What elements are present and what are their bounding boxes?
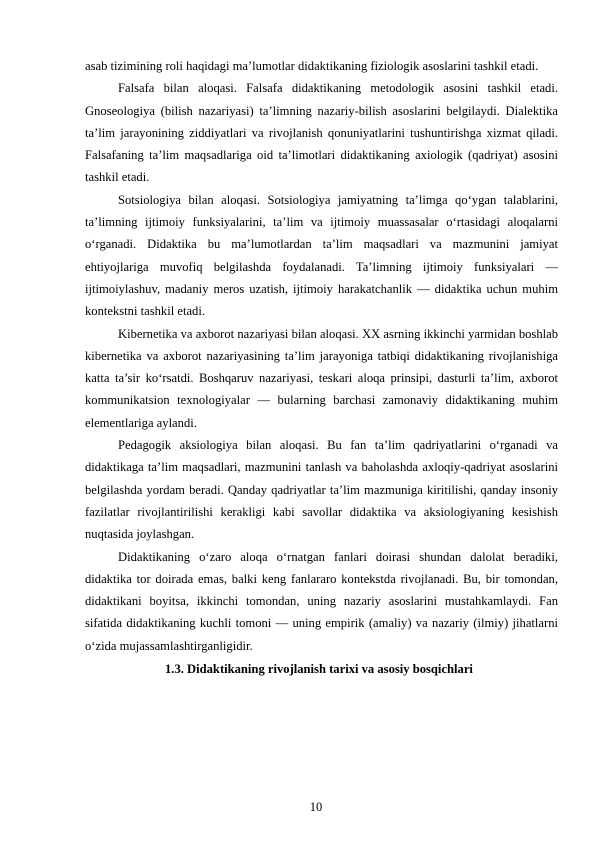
page-number: 10 — [309, 800, 323, 814]
page-body — [85, 55, 558, 681]
paragraph-cybernetics: Kibernetika va axborot nazariyasi bilan aloqasi. XX asrning ikkinchi yarmidan boshlab kibernetika va axborot nazariyasining ta’lim jarayoniga tatbiqi didaktikaning rivojlanishiga katta ta’sir ko‘rsatdi. Boshqaruv nazariyasi, teskari aloqa prinsipi, dasturli ta’lim, axborot kommunikatsion texnologiyalar — bularning barchasi zamonaviy didaktikaning muhim elementlariga aylandi. — [85, 326, 558, 430]
paragraph-axiology: Pedagogik aksiologiya bilan aloqasi. Bu fan ta’lim qadriyatlarini o‘rganadi va didaktikaga ta’lim maqsadlari, mazmunini tanlash va baholashda axloqiy-qadriyat asoslarini belgilashda yordam beradi. Qanday qadriyatlar ta’lim mazmuniga kiritilishi, qanday insoniy fazilatlar rivojlantirilishi kerakligi kabi savollar didaktika va aksiologiyaning kesishish nuqtasida joylashgan. — [85, 438, 558, 542]
paragraph-philosophy: Falsafa bilan aloqasi. Falsafa didaktikaning metodologik asosini tashkil etadi. Gnoseologiya (bilish nazariyasi) ta’limning nazariy-bilish asoslarini belgilaydi. Dialektika ta’lim jarayonining ziddiyatlari va rivojlanish qonuniyatlarini tushuntirishga xizmat qiladi. Falsafaning ta’lim maqsadlariga oid ta’limotlari didaktikaning axiologik (qadriyat) asosini tashkil etadi. — [85, 81, 558, 185]
paragraph-sociology: Sotsiologiya bilan aloqasi. Sotsiologiya jamiyatning ta’limga qo‘ygan talablarini, ta’limning ijtimoiy funksiyalarini, ta’lim va ijtimoiy muassasalar o‘rtasidagi aloqalarni o‘rganadi. Didaktika bu ma’lumotlardan ta’lim maqsadlari va mazmunini jamiyat ehtiyojlariga muvofiq belgilashda foydalanadi. Ta’limning ijtimoiy funksiyalari — ijtimoiylashuv, madaniy meros uzatish, ijtimoiy harakatchanlik — didaktika uchun muhim kontekstni tashkil etadi. — [85, 192, 558, 319]
section-heading: 1.3. Didaktikaning rivojlanish tarixi va asosiy bosqichlari — [165, 662, 473, 677]
paragraph-conclusion: Didaktikaning o‘zaro aloqa o‘rnatgan fanlari doirasi shundan dalolat beradiki, didaktika tor doirada emas, balki keng fanlararo kontekstda rivojlanadi. Bu, bir tomondan, didaktikani boyitsa, ikkinchi tomondan, uning nazariy asoslarini mustahkamlaydi. Fan sifatida didaktikaning kuchli tomoni — uning empirik (amaliy) va nazariy (ilmiy) jihatlarni o‘zida mujassamlashtirganligidir. — [85, 549, 558, 653]
paragraph-continuation: asab tizimining roli haqidagi ma’lumotlar didaktikaning fiziologik asoslarini tashkil etadi. — [85, 59, 539, 73]
